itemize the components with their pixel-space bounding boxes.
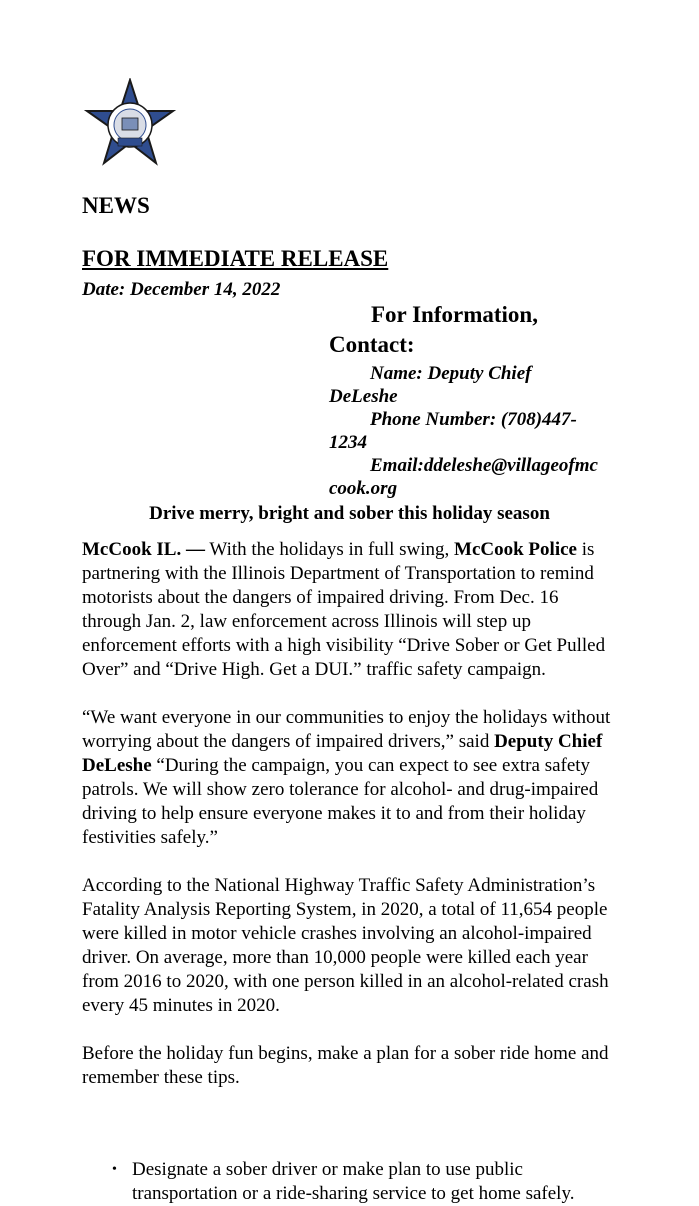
seal-emblem	[122, 118, 138, 130]
paragraph-quote	[82, 706, 622, 850]
release-body	[82, 538, 622, 1114]
contact-phone-line-2: 1234	[329, 432, 367, 453]
news-label: NEWS	[82, 193, 150, 218]
paragraph-intro	[82, 538, 622, 682]
quote-speaker: Deputy Chief DeLeshe	[82, 731, 603, 776]
contact-phone-line-1: Phone Number: (708)447-	[370, 409, 577, 430]
quote-text-1: “We want everyone in our communities to enjoy the holidays without worrying about the dangers of impaired drivers,” said	[82, 707, 611, 752]
release-date: Date: December 14, 2022	[82, 279, 281, 300]
police-star-badge-icon	[82, 78, 178, 170]
intro-text-1: With the holidays in full swing,	[204, 539, 455, 560]
immediate-release-heading: FOR IMMEDIATE RELEASE	[82, 246, 389, 271]
release-headline: Drive merry, bright and sober this holiday season	[149, 503, 550, 524]
agency-name: McCook Police	[454, 539, 577, 560]
contact-name-line-2: DeLeshe	[329, 386, 398, 407]
quote-text-2: “During the campaign, you can expect to see extra safety patrols. We will show zero tolerance for alcohol- and drug-impaired driving to help ensure everyone makes it to and from their holiday festivities safely.”	[82, 755, 599, 848]
intro-text-2: is partnering with the Illinois Department of Transportation to remind motorists about the dangers of impaired driving. From Dec. 16 through Jan. 2, law enforcement across Illinois will step up enforcement efforts with a high visibility “Drive Sober or Get Pulled Over” and “Drive High. Get a DUI.” traffic safety campaign.	[82, 539, 606, 680]
bullet-icon: •	[112, 1162, 117, 1177]
police-banner	[118, 138, 142, 146]
paragraph-tips-intro: Before the holiday fun begins, make a plan for a sober ride home and remember these tips.	[82, 1043, 609, 1088]
tips-list	[112, 1158, 622, 1206]
contact-email-line-2: cook.org	[329, 478, 398, 499]
contact-heading-line-1: For Information,	[371, 302, 538, 327]
contact-block	[329, 300, 619, 500]
paragraph-statistics: According to the National Highway Traffic Safety Administration’s Fatality Analysis Reporting System, in 2020, a total of 11,654 people were killed in motor vehicle crashes involving an alcohol-impaired driver. On average, more than 10,000 people were killed each year from 2016 to 2020, with one person killed in an alcohol-related crash every 45 minutes in 2020.	[82, 875, 609, 1016]
contact-name-line-1: Name: Deputy Chief	[370, 363, 532, 384]
contact-email-line-1: Email:ddeleshe@villageofmc	[370, 455, 598, 476]
tip-text: Designate a sober driver or make plan to use public transportation or a ride-sharing service to get home safely.	[132, 1159, 575, 1204]
list-item	[112, 1158, 622, 1206]
contact-heading-line-2: Contact:	[329, 332, 415, 357]
dateline: McCook IL. —	[82, 539, 205, 560]
